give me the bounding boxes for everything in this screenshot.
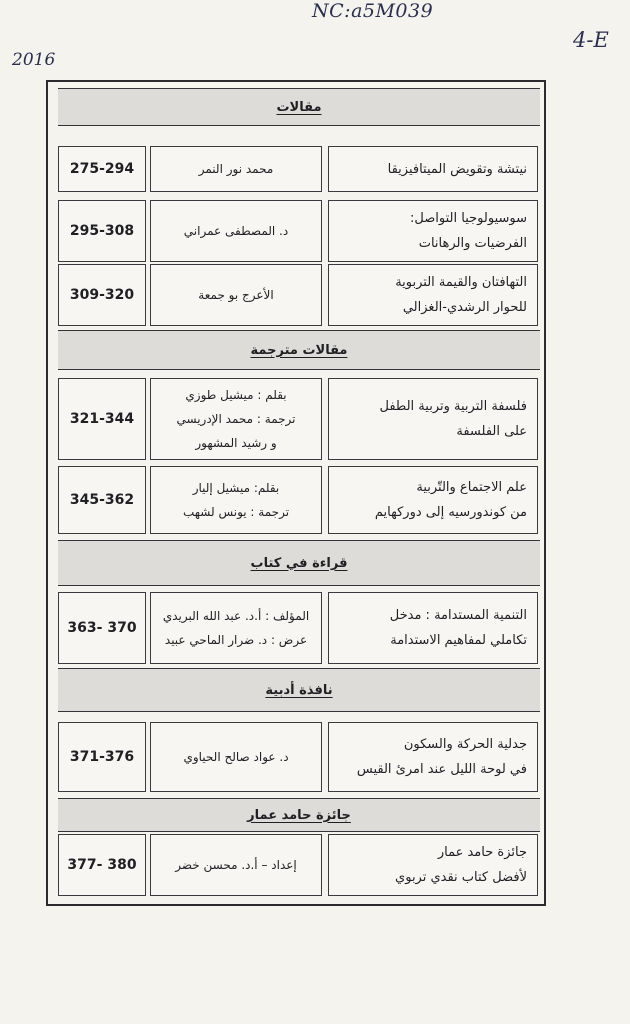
entry-title-line: جدلية الحركة والسكون [403, 737, 527, 752]
entry-author [150, 722, 322, 792]
entry-title-line: الفرضيات والرهانات [418, 236, 527, 251]
entry-title-line: التهافتان والقيمة التربوية [395, 275, 527, 290]
section-heading [58, 330, 540, 370]
entry-author [150, 146, 322, 192]
handwritten-accession-number: NC:a5M039 [312, 0, 434, 22]
entry-title [328, 834, 538, 896]
section-heading [58, 798, 540, 832]
table-row [0, 592, 630, 664]
entry-author [150, 592, 322, 664]
entry-author-line: بقلم : ميشيل طوزي [185, 388, 287, 402]
entry-title-line: في لوحة الليل عند امرئ القيس [356, 762, 527, 777]
table-row [0, 200, 630, 262]
entry-title-line: للحوار الرشدي-الغزالي [402, 300, 527, 315]
entry-title-line: جائزة حامد عمار [437, 845, 527, 860]
table-row [0, 834, 630, 896]
entry-title-line: من كوندورسيه إلى دوركهايم [374, 505, 527, 520]
entry-pages [58, 592, 146, 664]
entry-title-line: تكاملي لمفاهيم الاستدامة [390, 633, 527, 648]
entry-title-line: علم الاجتماع والتّربية [416, 480, 527, 495]
entry-title [328, 264, 538, 326]
entry-title [328, 200, 538, 262]
entry-author-line: و رشيد المشهور [195, 436, 277, 450]
entry-author-line: محمد نور النمر [198, 162, 274, 176]
entry-pages-value: 321-344 [69, 411, 135, 427]
entry-author [150, 834, 322, 896]
handwritten-year: 2016 [12, 50, 56, 70]
table-row [0, 466, 630, 534]
entry-title [328, 592, 538, 664]
entry-pages-value: 309-320 [69, 287, 135, 303]
section-heading [58, 540, 540, 586]
table-row [0, 722, 630, 792]
entry-author-line: بقلم: ميشيل إليار [192, 481, 280, 495]
entry-title-line: على الفلسفة [456, 424, 527, 439]
section-heading [58, 668, 540, 712]
section-heading [58, 88, 540, 126]
entry-pages-value: 345-362 [69, 492, 135, 508]
entry-pages [58, 466, 146, 534]
table-row [0, 146, 630, 192]
handwritten-page-mark: 4-E [573, 28, 609, 52]
entry-author-line: د. عواد صالح الحياوي [183, 750, 289, 764]
entry-author [150, 200, 322, 262]
section-heading-label: مقالات مترجمة [250, 342, 348, 358]
entry-pages [58, 378, 146, 460]
entry-author [150, 378, 322, 460]
entry-title [328, 378, 538, 460]
entry-title [328, 146, 538, 192]
entry-pages [58, 722, 146, 792]
entry-title-line: لأفضل كتاب نقدي تربوي [395, 870, 527, 885]
entry-author-line: ترجمة : يونس لشهب [182, 505, 290, 519]
section-heading-label: نافذة أدبية [265, 682, 333, 698]
table-row [0, 264, 630, 326]
entry-title [328, 722, 538, 792]
section-heading-label: جائزة حامد عمار [247, 807, 351, 823]
entry-author-line: د. المصطفى عمراني [183, 224, 289, 238]
entry-pages-value: 275-294 [69, 161, 135, 177]
entry-title-line: نيتشة وتقويض الميتافيزيقا [387, 161, 527, 177]
entry-author [150, 264, 322, 326]
entry-author [150, 466, 322, 534]
entry-pages-value: 295-308 [69, 223, 135, 239]
entry-author-line: عرض : د. ضرار الماحي عبيد [164, 633, 308, 647]
entry-author-line: إعداد – أ.د. محسن خضر [175, 858, 297, 872]
section-heading-label: مقالات [276, 99, 322, 115]
entry-pages [58, 834, 146, 896]
entry-author-line: ترجمة : محمد الإدريسي [176, 412, 296, 426]
entry-title [328, 466, 538, 534]
entry-pages-value: 363- 370 [67, 620, 137, 636]
section-heading-label: قراءة في كتاب [250, 555, 348, 571]
entry-title-line: سوسيولوجيا التواصل: [410, 211, 527, 226]
entry-pages-value: 377- 380 [67, 857, 137, 873]
entry-pages-value: 371-376 [69, 749, 135, 765]
entry-author-line: المؤلف : أ.د. عبد الله البريدي [162, 609, 310, 623]
entry-title-line: فلسفة التربية وتربية الطفل [379, 399, 527, 414]
entry-pages [58, 264, 146, 326]
entry-pages [58, 200, 146, 262]
entry-pages [58, 146, 146, 192]
entry-author-line: الأعرج بو جمعة [198, 288, 274, 302]
table-row [0, 378, 630, 460]
entry-title-line: التنمية المستدامة : مدخل [389, 608, 527, 623]
